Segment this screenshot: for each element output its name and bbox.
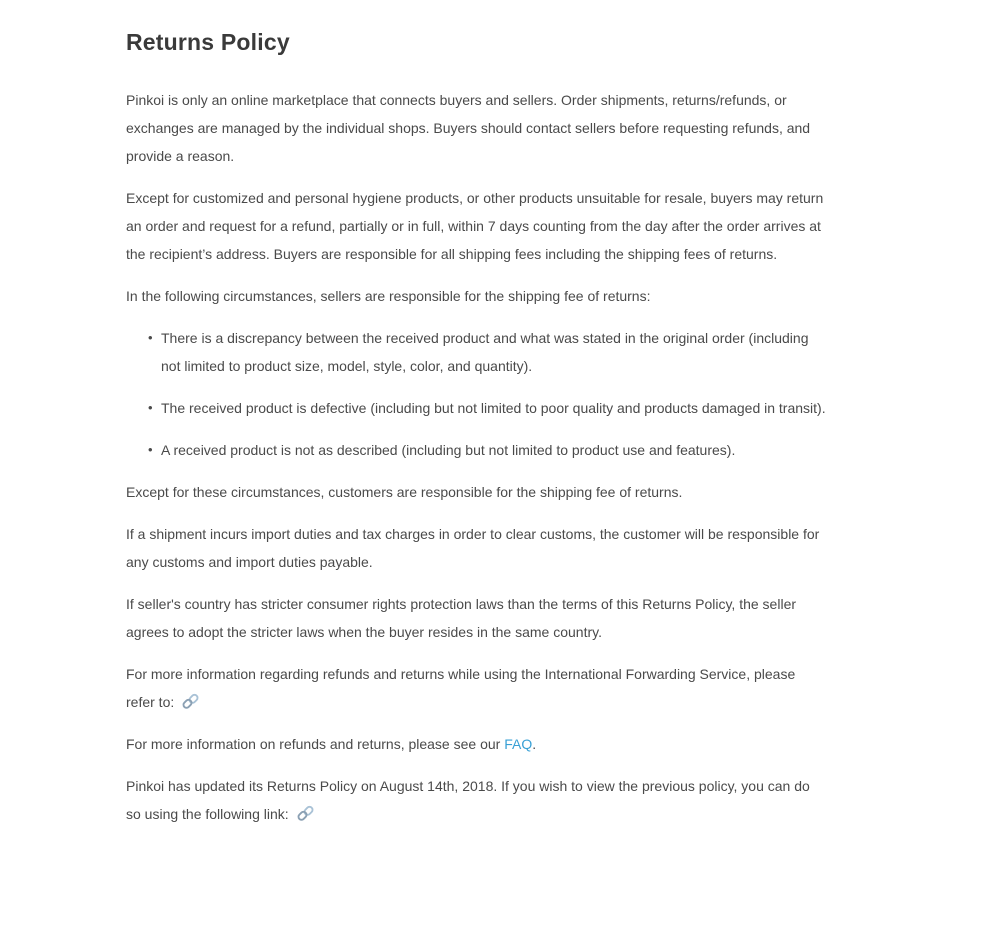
- link-icon[interactable]: [182, 693, 199, 710]
- seller-responsible-case-list: [126, 324, 826, 464]
- link-icon[interactable]: [297, 805, 314, 822]
- paragraph-customs: If a shipment incurs import duties and tax charges in order to clear customs, the customer will be responsible for any customs and import duties payable.: [126, 526, 820, 570]
- paragraph-forwarding-info: [126, 660, 826, 716]
- paragraph-faq: [126, 730, 826, 758]
- paragraph-seller-responsible-intro: In the following circumstances, sellers are responsible for the shipping fee of returns:: [126, 288, 651, 304]
- paragraph-return-window: Except for customized and personal hygiene products, or other products unsuitable for resale, buyers may return an order and request for a refund, partially or in full, within 7 days counting from the day after the order arrives at the recipient’s address. Buyers are responsible for all shipping fees including the shipping fees of returns.: [126, 190, 824, 262]
- paragraph-stricter-laws: If seller's country has stricter consumer rights protection laws than the terms of this Returns Policy, the seller agrees to adopt the stricter laws when the buyer resides in the same country.: [126, 596, 797, 640]
- faq-link[interactable]: FAQ: [504, 736, 533, 752]
- list-item-not-as-described: • A received product is not as described (including but not limited to product use and features).: [161, 436, 826, 464]
- list-item-discrepancy: • There is a discrepancy between the received product and what was stated in the original order (including not limited to product size, model, style, color, and quantity).: [161, 324, 826, 380]
- paragraph-update-notice: [126, 772, 826, 828]
- document-content: [126, 28, 826, 828]
- paragraph-update-notice-text: Pinkoi has updated its Returns Policy on August 14th, 2018. If you wish to view the previous policy, you can do so using the following link:: [126, 778, 810, 822]
- list-item-defective: • The received product is defective (including but not limited to poor quality and products damaged in transit).: [161, 394, 826, 422]
- paragraph-intro: Pinkoi is only an online marketplace that connects buyers and sellers. Order shipments, returns/refunds, or exchanges are managed by the individual shops. Buyers should contact sellers before requesting refunds, and provide a reason.: [126, 92, 811, 164]
- paragraph-faq-text: For more information on refunds and returns, please see our: [126, 736, 505, 752]
- paragraph-customer-responsible: Except for these circumstances, customers are responsible for the shipping fee of returns.: [126, 484, 683, 500]
- paragraph-faq-period: .: [532, 736, 537, 752]
- page-title: Returns Policy: [126, 29, 290, 55]
- paragraph-forwarding-info-text: For more information regarding refunds and returns while using the International Forwarding Service, please refer to:: [126, 666, 796, 710]
